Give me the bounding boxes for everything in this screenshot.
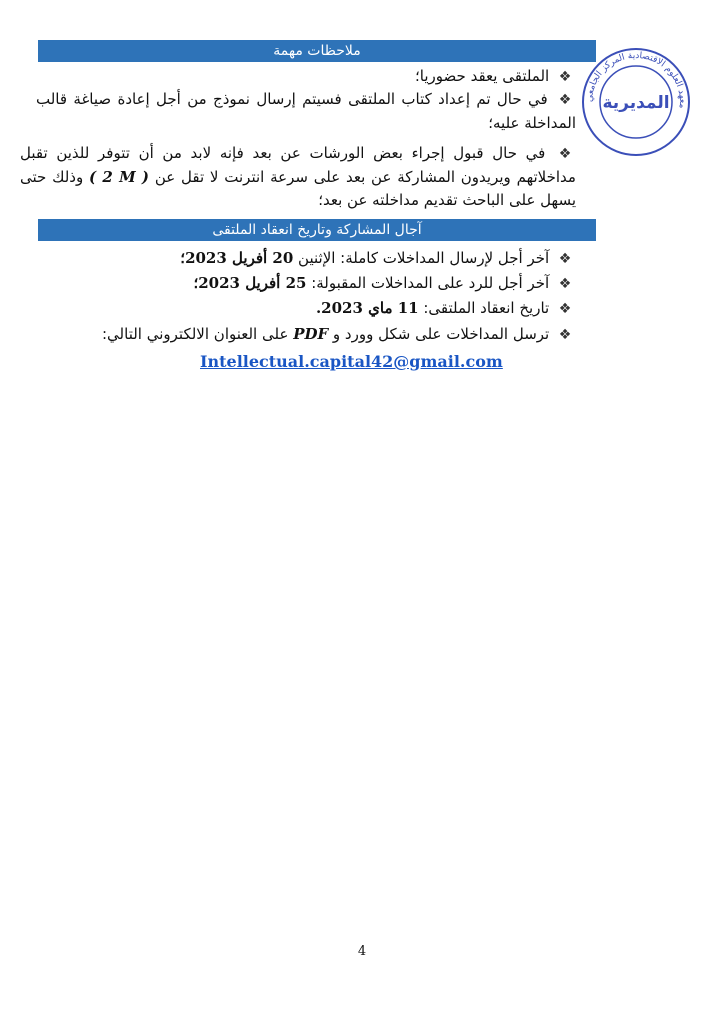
diamond-bullet-icon: ❖ — [558, 92, 572, 108]
file-format: PDF — [293, 325, 329, 343]
deadline-date: 11 ماي 2023. — [315, 299, 419, 317]
deadline-text: تاريخ انعقاد الملتقى: — [418, 299, 550, 317]
diamond-bullet-icon: ❖ — [558, 251, 572, 267]
note-text: في حال تم إعداد كتاب الملتقى فسيتم إرسال نموذج من أجل إعادة صياغة قالب المداخلة عليه؛ — [36, 90, 576, 132]
list-item — [36, 296, 576, 320]
page-number: 4 — [357, 944, 367, 959]
list-item — [36, 271, 576, 295]
note-text: في حال قبول إجراء بعض الورشات عن بعد فإنه لابد من أن تتوفر للذين تقبل مداخلاتهم ويريدون المشاركة عن بعد على سرعة انترنت لا تقل عن — [20, 144, 576, 186]
notes-header: ملاحظات مهمة — [38, 40, 596, 62]
list-item — [36, 64, 576, 88]
bandwidth-value: ( 2 M ) — [89, 168, 150, 186]
deadline-date: 25 أفريل 2023؛ — [193, 274, 307, 292]
deadline-text: على العنوان الالكتروني التالي: — [102, 325, 289, 343]
deadline-text: آخر أجل لإرسال المداخلات كاملة: الإثنين — [293, 249, 550, 267]
deadline-text: آخر أجل للرد على المداخلات المقبولة: — [306, 274, 550, 292]
diamond-bullet-icon: ❖ — [558, 301, 572, 317]
list-item — [36, 88, 576, 135]
deadlines-header: آجال المشاركة وتاريخ انعقاد الملتقى — [38, 219, 596, 241]
note-text: الملتقى يعقد حضوريا؛ — [415, 67, 550, 85]
list-item — [36, 246, 576, 270]
diamond-bullet-icon: ❖ — [558, 146, 572, 162]
director-stamp — [580, 46, 692, 158]
deadline-text: ترسل المداخلات على شكل وورد و — [328, 325, 550, 343]
list-item — [20, 142, 576, 212]
diamond-bullet-icon: ❖ — [558, 327, 572, 343]
diamond-bullet-icon: ❖ — [558, 69, 572, 85]
contact-email-link[interactable]: Intellectual.capital42@gmail.com — [200, 352, 503, 371]
stamp-ring-text: معهد العلوم الاقتصادية المركز الجامعي — [584, 50, 688, 109]
diamond-bullet-icon: ❖ — [558, 276, 572, 292]
deadline-date: 20 أفريل 2023؛ — [180, 249, 294, 267]
stamp-center-text: المديرية — [602, 93, 670, 113]
list-item — [36, 322, 576, 346]
note-text: وذلك حتى يسهل على الباحث تقديم مداخلته عن بعد؛ — [20, 168, 576, 209]
